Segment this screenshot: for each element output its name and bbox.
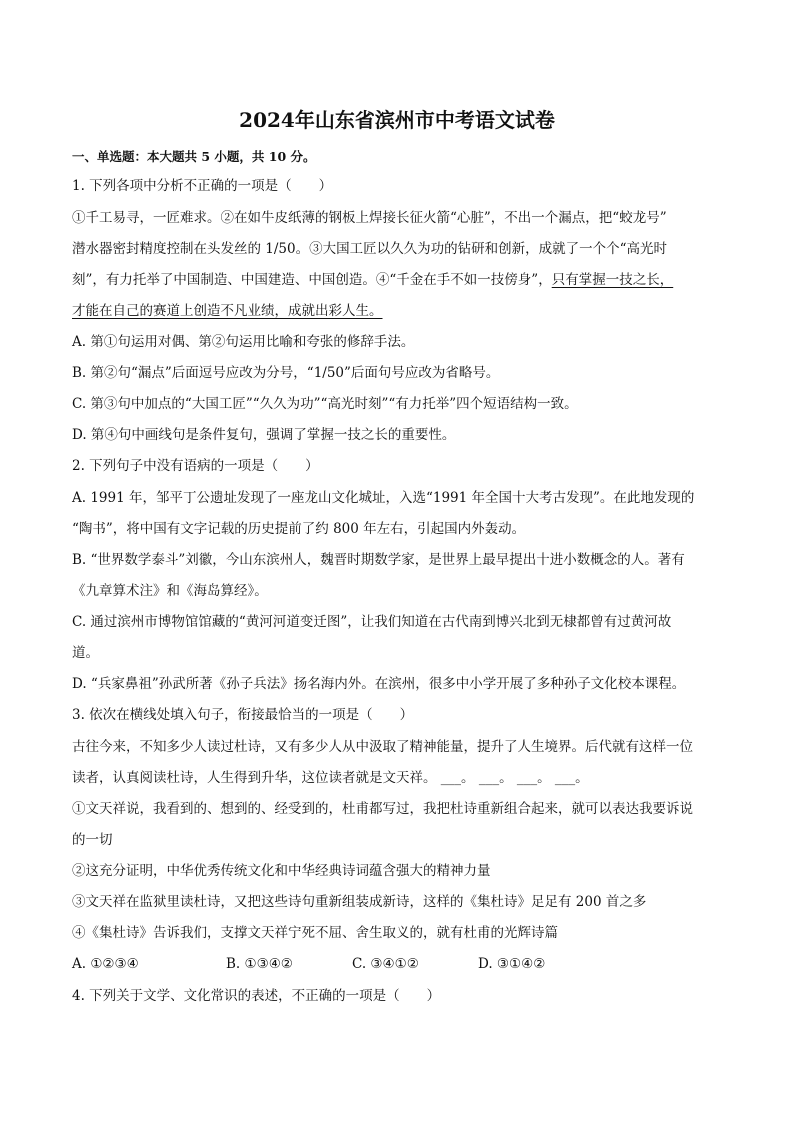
q2-option-b: B. “世界数学泰斗”刘徽，今山东滨州人，魏晋时期数学家，是世界上最早提出十进小数概念的人。著有 <box>72 552 685 568</box>
q3-passage-line: 古往今来，不知多少人读过杜诗，又有多少人从中汲取了精神能量，提升了人生境界。后代就有这样一位 <box>72 739 693 755</box>
q3-option-b: B. ①③④② <box>226 956 293 972</box>
q3-sentence-4: ④《集杜诗》告诉我们，支撑文天祥宁死不屈、舍生取义的，就有杜甫的光辉诗篇 <box>72 925 558 941</box>
q1-option-c: C. 第③句中加点的“大国工匠”“久久为功”“高光时刻”“有力托举”四个短语结构一致。 <box>72 396 578 412</box>
q1-underlined-sentence: 只有掌握一技之长， <box>551 272 674 288</box>
q1-passage-line: ①千工易寻，一匠难求。②在如牛皮纸薄的钢板上焊接长征火箭“心脏”，不出一个漏点，把“蛟龙号” <box>72 210 667 226</box>
q2-option-c-cont: 道。 <box>72 645 99 661</box>
q3-sentence-2: ②这充分证明，中华优秀传统文化和中华经典诗词蕴含强大的精神力量 <box>72 863 491 879</box>
q1-stem: 1. 下列各项中分析不正确的一项是（ ） <box>72 178 333 194</box>
q1-passage-text: 刻”，有力托举了中国制造、中国建造、中国创造。④“千金在手不如一技傍身”， <box>72 272 552 288</box>
q1-passage-line: 潜水器密封精度控制在头发丝的 1/50。③大国工匠以久久为功的钻研和创新，成就了一个个“高光时 <box>72 241 668 257</box>
q1-underlined-sentence: 才能在自己的赛道上创造不凡业绩，成就出彩人生。 <box>72 303 383 319</box>
q1-option-b: B. 第②句“漏点”后面逗号应改为分号，“1/50”后面句号应改为省略号。 <box>72 365 500 381</box>
q1-option-a: A. 第①句运用对偶、第②句运用比喻和夸张的修辞手法。 <box>72 334 415 350</box>
q2-option-a: A. 1991 年，邹平丁公遗址发现了一座龙山文化城址，入选“1991 年全国十大考古发现”。在此地发现的 <box>72 490 695 506</box>
q2-option-a-cont: “陶书”，将中国有文字记载的历史提前了约 800 年左右，引起国内外轰动。 <box>72 521 526 537</box>
q3-stem: 3. 依次在横线处填入句子，衔接最恰当的一项是（ ） <box>72 707 414 723</box>
q3-option-c: C. ③④①② <box>352 956 419 972</box>
section-heading: 一、单选题：本大题共 5 小题，共 10 分。 <box>72 149 316 164</box>
page-title: 2024年山东省滨州市中考语文试卷 <box>239 108 555 132</box>
q3-option-a: A. ①②③④ <box>72 956 139 972</box>
q2-stem: 2. 下列句子中没有语病的一项是（ ） <box>72 458 319 474</box>
q2-option-d: D. “兵家鼻祖”孙武所著《孙子兵法》扬名海内外。在滨州，很多中小学开展了多种孙子文化校本课程。 <box>72 676 686 692</box>
q3-passage-line: 读者，认真阅读杜诗，人生得到升华，这位读者就是文天祥。 ___。 ___。 ___。 ___。 <box>72 770 589 786</box>
q2-option-c: C. 通过滨州市博物馆馆藏的“黄河河道变迁图”，让我们知道在古代南到博兴北到无棣都曾有过黄河故 <box>72 614 672 630</box>
q1-passage-line <box>72 270 732 290</box>
q3-sentence-3: ③文天祥在监狱里读杜诗，又把这些诗句重新组装成新诗，这样的《集杜诗》足足有 200 首之多 <box>72 894 647 910</box>
q3-sentence-1-cont: 的一切 <box>72 832 113 848</box>
q3-sentence-1: ①文天祥说，我看到的、想到的、经受到的，杜甫都写过，我把杜诗重新组合起来，就可以表达我要诉说 <box>72 801 693 817</box>
q1-option-d: D. 第④句中画线句是条件复句，强调了掌握一技之长的重要性。 <box>72 427 456 443</box>
q3-option-d: D. ③①④② <box>478 956 546 972</box>
q2-option-b-cont: 《九章算术注》和《海岛算经》。 <box>72 583 268 599</box>
q4-stem: 4. 下列关于文学、文化常识的表述，不正确的一项是（ ） <box>72 988 441 1004</box>
